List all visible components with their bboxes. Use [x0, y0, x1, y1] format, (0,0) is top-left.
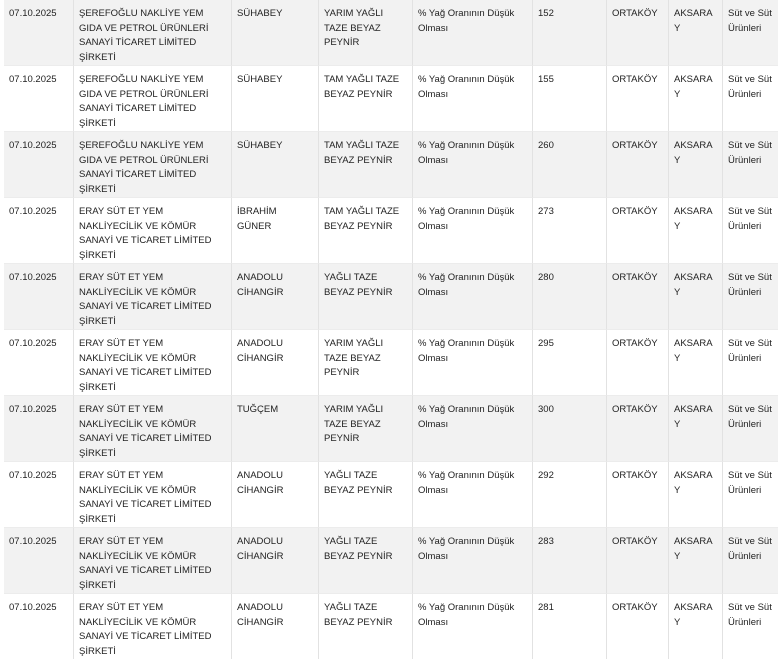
product-cell: TAM YAĞLI TAZE BEYAZ PEYNİR	[319, 66, 413, 132]
company-cell: ERAY SÜT ET YEM NAKLİYECİLİK VE KÖMÜR SANAYİ VE TİCARET LİMİTED ŞİRKETİ	[74, 462, 232, 528]
product-cell: TAM YAĞLI TAZE BEYAZ PEYNİR	[319, 132, 413, 198]
district-cell: ORTAKÖY	[607, 0, 669, 66]
group-cell: Süt ve Süt Ürünleri	[723, 528, 778, 594]
province-cell: AKSARAY	[669, 396, 723, 462]
date-cell: 07.10.2025	[4, 396, 74, 462]
group-cell: Süt ve Süt Ürünleri	[723, 0, 778, 66]
brand-cell: TUĞÇEM	[232, 396, 319, 462]
group-cell: Süt ve Süt Ürünleri	[723, 198, 778, 264]
table-row	[4, 528, 778, 594]
table-row	[4, 132, 778, 198]
batch-cell: 273	[533, 198, 607, 264]
date-cell: 07.10.2025	[4, 198, 74, 264]
company-cell: ERAY SÜT ET YEM NAKLİYECİLİK VE KÖMÜR SANAYİ VE TİCARET LİMİTED ŞİRKETİ	[74, 330, 232, 396]
date-cell: 07.10.2025	[4, 0, 74, 66]
company-cell: ERAY SÜT ET YEM NAKLİYECİLİK VE KÖMÜR SANAYİ VE TİCARET LİMİTED ŞİRKETİ	[74, 528, 232, 594]
batch-cell: 155	[533, 66, 607, 132]
date-cell: 07.10.2025	[4, 264, 74, 330]
batch-cell: 281	[533, 594, 607, 659]
results-table	[4, 0, 778, 659]
province-cell: AKSARAY	[669, 66, 723, 132]
company-cell: ŞEREFOĞLU NAKLİYE YEM GIDA VE PETROL ÜRÜNLERİ SANAYİ TİCARET LİMİTED ŞİRKETİ	[74, 0, 232, 66]
brand-cell: ANADOLU CİHANGİR	[232, 462, 319, 528]
batch-cell: 300	[533, 396, 607, 462]
batch-cell: 283	[533, 528, 607, 594]
province-cell: AKSARAY	[669, 528, 723, 594]
issue-cell: % Yağ Oranının Düşük Olması	[413, 0, 533, 66]
table-row	[4, 396, 778, 462]
district-cell: ORTAKÖY	[607, 66, 669, 132]
table-row	[4, 0, 778, 66]
table-row	[4, 66, 778, 132]
table-row	[4, 594, 778, 659]
district-cell: ORTAKÖY	[607, 462, 669, 528]
date-cell: 07.10.2025	[4, 594, 74, 659]
brand-cell: ANADOLU CİHANGİR	[232, 528, 319, 594]
brand-cell: ANADOLU CİHANGİR	[232, 264, 319, 330]
issue-cell: % Yağ Oranının Düşük Olması	[413, 528, 533, 594]
district-cell: ORTAKÖY	[607, 396, 669, 462]
product-cell: YARIM YAĞLI TAZE BEYAZ PEYNİR	[319, 330, 413, 396]
date-cell: 07.10.2025	[4, 66, 74, 132]
issue-cell: % Yağ Oranının Düşük Olması	[413, 132, 533, 198]
table-row	[4, 462, 778, 528]
batch-cell: 260	[533, 132, 607, 198]
date-cell: 07.10.2025	[4, 330, 74, 396]
company-cell: ERAY SÜT ET YEM NAKLİYECİLİK VE KÖMÜR SANAYİ VE TİCARET LİMİTED ŞİRKETİ	[74, 594, 232, 659]
district-cell: ORTAKÖY	[607, 198, 669, 264]
table-row	[4, 330, 778, 396]
brand-cell: ANADOLU CİHANGİR	[232, 594, 319, 659]
group-cell: Süt ve Süt Ürünleri	[723, 66, 778, 132]
company-cell: ERAY SÜT ET YEM NAKLİYECİLİK VE KÖMÜR SANAYİ VE TİCARET LİMİTED ŞİRKETİ	[74, 198, 232, 264]
product-cell: YARIM YAĞLI TAZE BEYAZ PEYNİR	[319, 396, 413, 462]
batch-cell: 280	[533, 264, 607, 330]
company-cell: ERAY SÜT ET YEM NAKLİYECİLİK VE KÖMÜR SANAYİ VE TİCARET LİMİTED ŞİRKETİ	[74, 264, 232, 330]
date-cell: 07.10.2025	[4, 528, 74, 594]
group-cell: Süt ve Süt Ürünleri	[723, 264, 778, 330]
district-cell: ORTAKÖY	[607, 132, 669, 198]
product-cell: TAM YAĞLI TAZE BEYAZ PEYNİR	[319, 198, 413, 264]
table-row	[4, 264, 778, 330]
company-cell: ERAY SÜT ET YEM NAKLİYECİLİK VE KÖMÜR SANAYİ VE TİCARET LİMİTED ŞİRKETİ	[74, 396, 232, 462]
province-cell: AKSARAY	[669, 330, 723, 396]
group-cell: Süt ve Süt Ürünleri	[723, 132, 778, 198]
issue-cell: % Yağ Oranının Düşük Olması	[413, 396, 533, 462]
province-cell: AKSARAY	[669, 198, 723, 264]
issue-cell: % Yağ Oranının Düşük Olması	[413, 264, 533, 330]
date-cell: 07.10.2025	[4, 462, 74, 528]
brand-cell: SÜHABEY	[232, 132, 319, 198]
table-body	[4, 0, 778, 659]
issue-cell: % Yağ Oranının Düşük Olması	[413, 594, 533, 659]
date-cell: 07.10.2025	[4, 132, 74, 198]
group-cell: Süt ve Süt Ürünleri	[723, 396, 778, 462]
brand-cell: SÜHABEY	[232, 0, 319, 66]
province-cell: AKSARAY	[669, 462, 723, 528]
province-cell: AKSARAY	[669, 132, 723, 198]
district-cell: ORTAKÖY	[607, 528, 669, 594]
product-cell: YAĞLI TAZE BEYAZ PEYNİR	[319, 462, 413, 528]
issue-cell: % Yağ Oranının Düşük Olması	[413, 330, 533, 396]
batch-cell: 295	[533, 330, 607, 396]
issue-cell: % Yağ Oranının Düşük Olması	[413, 66, 533, 132]
district-cell: ORTAKÖY	[607, 594, 669, 659]
group-cell: Süt ve Süt Ürünleri	[723, 330, 778, 396]
product-cell: YAĞLI TAZE BEYAZ PEYNİR	[319, 594, 413, 659]
district-cell: ORTAKÖY	[607, 264, 669, 330]
issue-cell: % Yağ Oranının Düşük Olması	[413, 462, 533, 528]
brand-cell: SÜHABEY	[232, 66, 319, 132]
issue-cell: % Yağ Oranının Düşük Olması	[413, 198, 533, 264]
product-cell: YARIM YAĞLI TAZE BEYAZ PEYNİR	[319, 0, 413, 66]
district-cell: ORTAKÖY	[607, 330, 669, 396]
province-cell: AKSARAY	[669, 0, 723, 66]
batch-cell: 152	[533, 0, 607, 66]
company-cell: ŞEREFOĞLU NAKLİYE YEM GIDA VE PETROL ÜRÜNLERİ SANAYİ TİCARET LİMİTED ŞİRKETİ	[74, 66, 232, 132]
company-cell: ŞEREFOĞLU NAKLİYE YEM GIDA VE PETROL ÜRÜNLERİ SANAYİ TİCARET LİMİTED ŞİRKETİ	[74, 132, 232, 198]
table-row	[4, 198, 778, 264]
product-cell: YAĞLI TAZE BEYAZ PEYNİR	[319, 528, 413, 594]
province-cell: AKSARAY	[669, 264, 723, 330]
province-cell: AKSARAY	[669, 594, 723, 659]
brand-cell: ANADOLU CİHANGİR	[232, 330, 319, 396]
group-cell: Süt ve Süt Ürünleri	[723, 462, 778, 528]
group-cell: Süt ve Süt Ürünleri	[723, 594, 778, 659]
product-cell: YAĞLI TAZE BEYAZ PEYNİR	[319, 264, 413, 330]
batch-cell: 292	[533, 462, 607, 528]
brand-cell: İBRAHİM GÜNER	[232, 198, 319, 264]
